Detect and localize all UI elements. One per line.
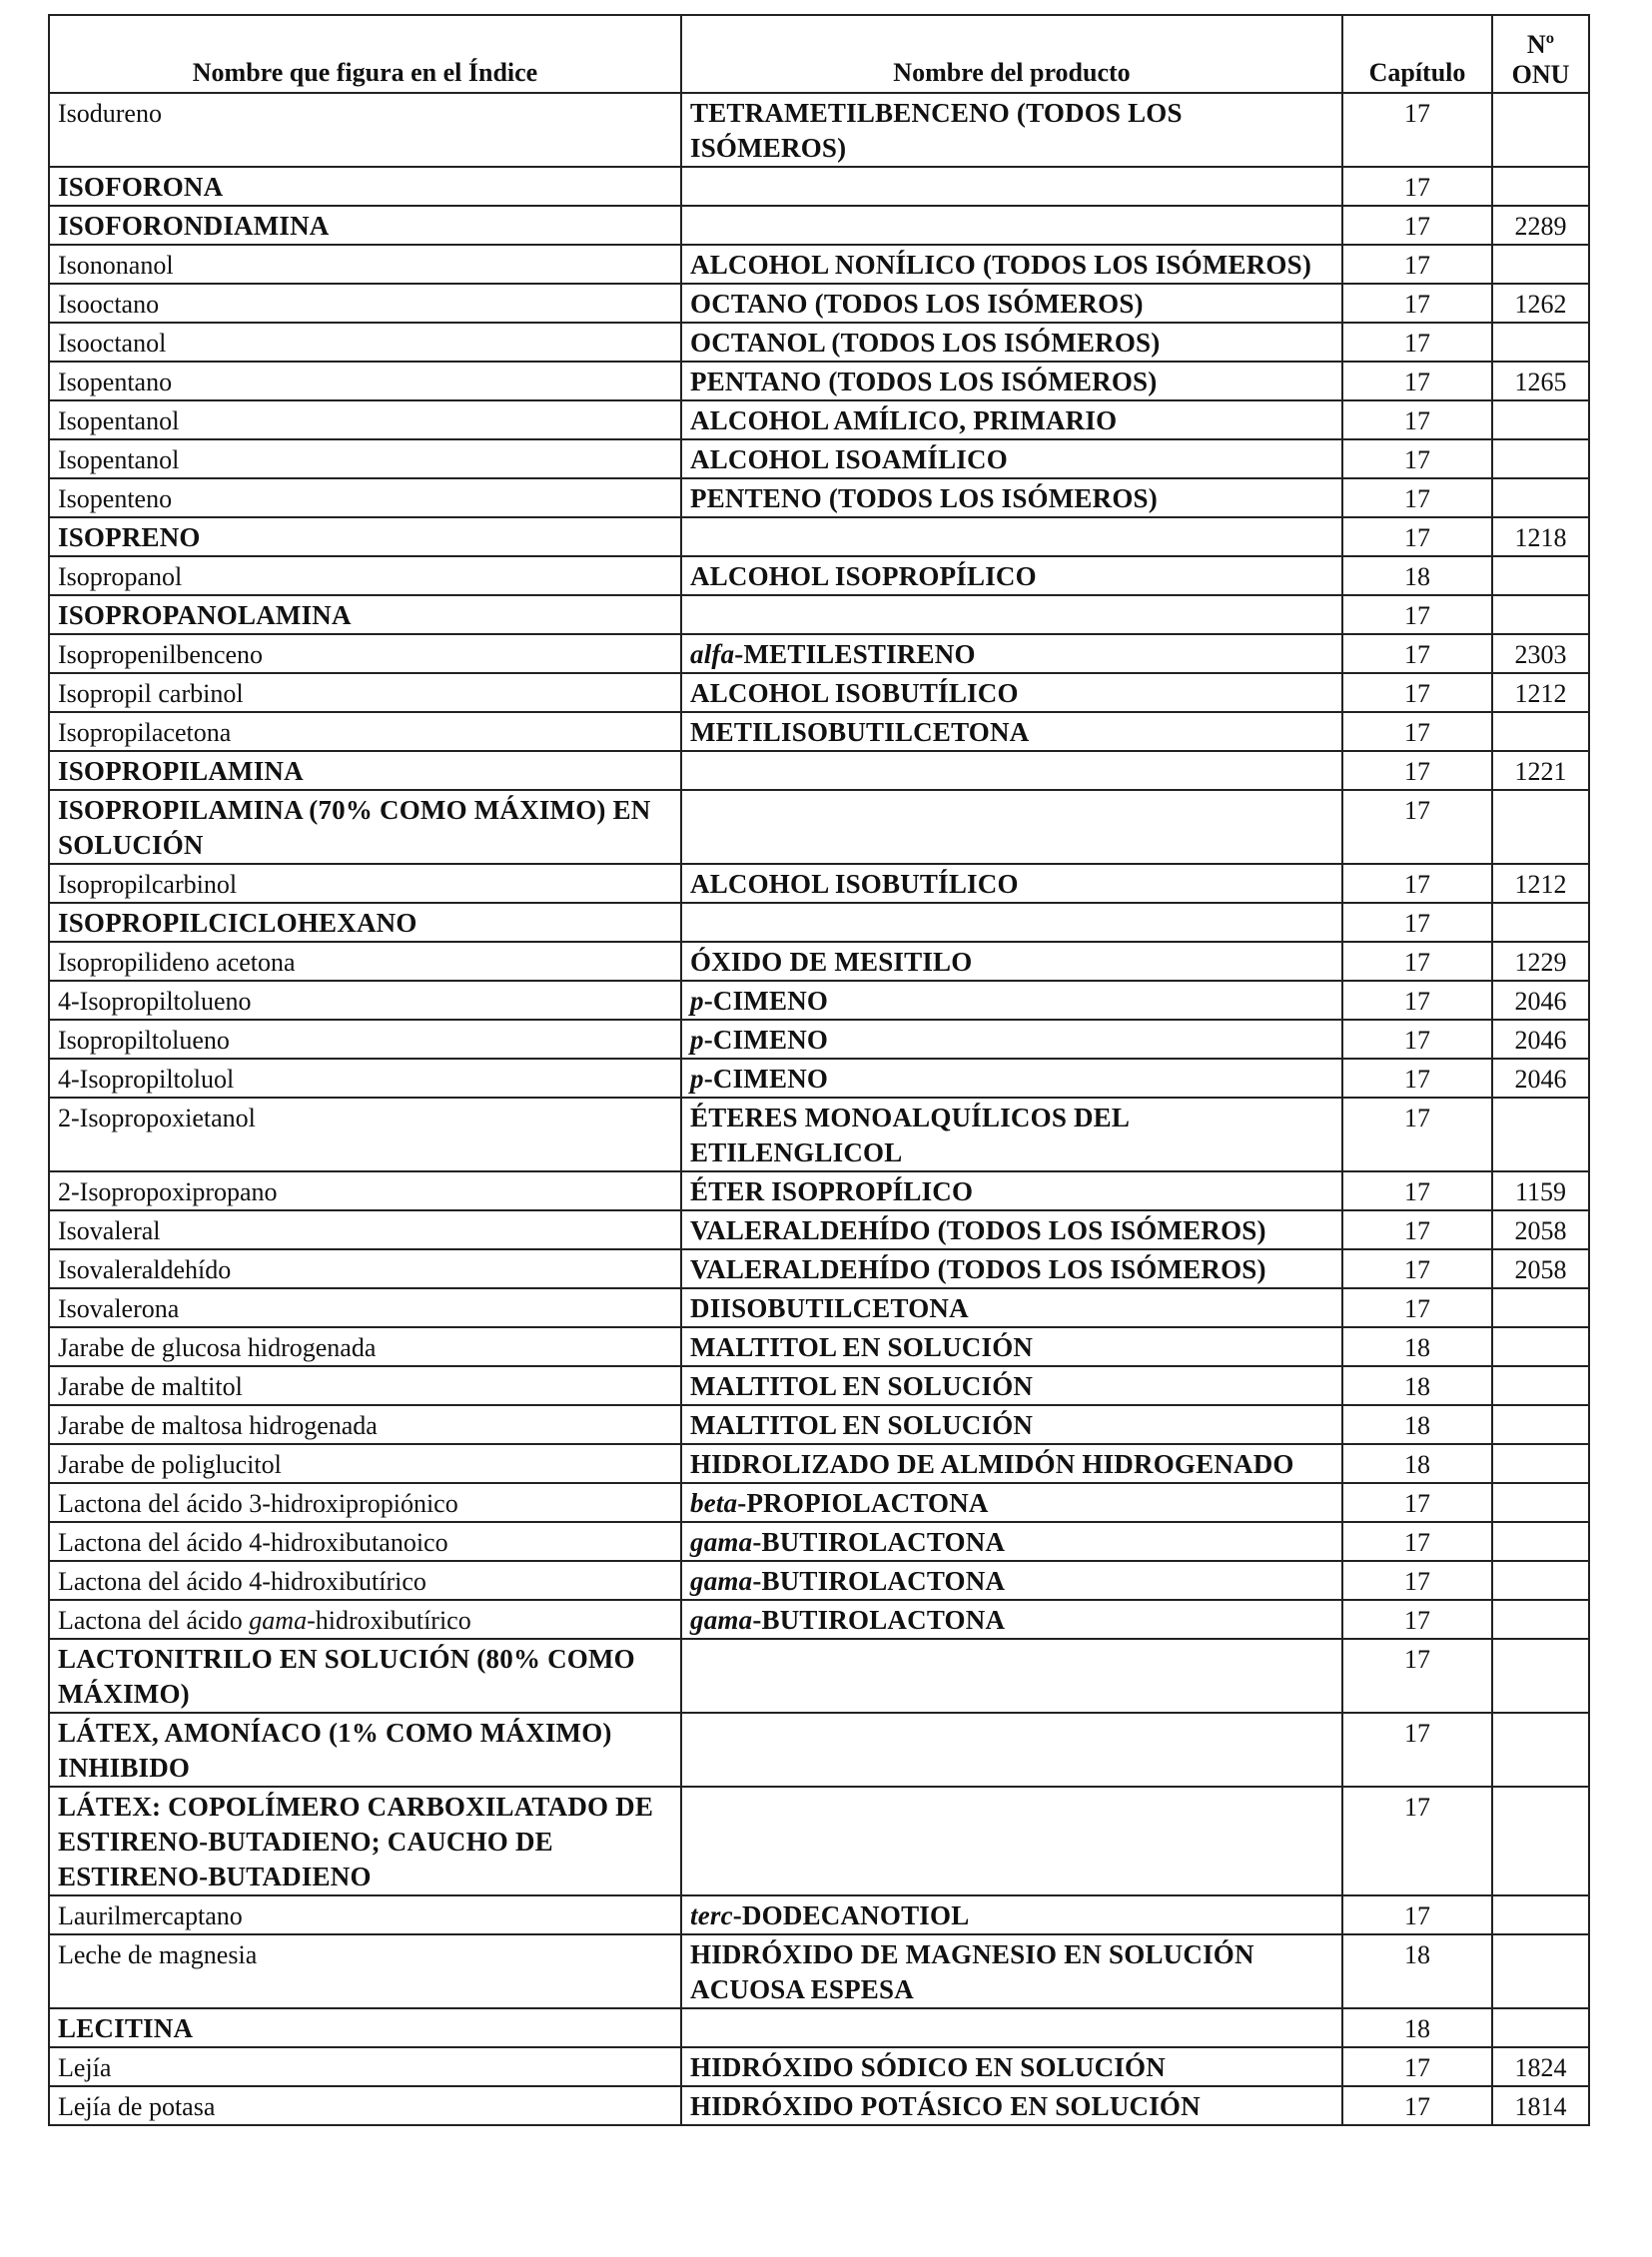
- table-row: [49, 1713, 1589, 1787]
- index-name-cell: 4-Isopropiltolueno: [49, 981, 681, 1020]
- chapter-cell: 17: [1342, 634, 1492, 673]
- product-name-text: ALCOHOL ISOPROPÍLICO: [690, 561, 1037, 591]
- un-number-cell: [1492, 1522, 1589, 1561]
- table-row: [49, 2008, 1589, 2047]
- table-row: [49, 206, 1589, 245]
- table-row: [49, 556, 1589, 595]
- un-number-cell: [1492, 595, 1589, 634]
- product-name-cell: [681, 1249, 1342, 1288]
- product-name-cell: [681, 323, 1342, 362]
- chapter-cell: 17: [1342, 1600, 1492, 1639]
- header-un-number: [1492, 15, 1589, 93]
- product-name-cell: [681, 1405, 1342, 1444]
- table-row: [49, 284, 1589, 323]
- product-name-text: ÓXIDO DE MESITILO: [690, 947, 973, 977]
- product-name-text: MALTITOL EN SOLUCIÓN: [690, 1332, 1034, 1362]
- chapter-cell: 17: [1342, 1787, 1492, 1895]
- product-name-text: ALCOHOL AMÍLICO, PRIMARIO: [690, 405, 1118, 435]
- index-name-cell: Lejía: [49, 2047, 681, 2086]
- index-name-cell: Isononanol: [49, 245, 681, 284]
- product-name-text: -DODECANOTIOL: [732, 1900, 970, 1930]
- index-document: [48, 14, 1588, 2126]
- table-row: [49, 245, 1589, 284]
- un-number-cell: 1262: [1492, 284, 1589, 323]
- product-prefix-italic: p: [690, 1064, 704, 1094]
- product-name-text: -PROPIOLACTONA: [737, 1488, 989, 1518]
- chapter-cell: 17: [1342, 1713, 1492, 1787]
- product-name-text: -BUTIROLACTONA: [752, 1605, 1006, 1635]
- chapter-cell: 18: [1342, 1366, 1492, 1405]
- product-name-text: -CIMENO: [703, 1064, 829, 1094]
- chapter-cell: 17: [1342, 400, 1492, 439]
- un-number-cell: [1492, 1405, 1589, 1444]
- table-row: [49, 1600, 1589, 1639]
- table-row: [49, 2047, 1589, 2086]
- product-prefix-italic: gama: [690, 1527, 753, 1557]
- product-name-cell: [681, 556, 1342, 595]
- table-row: [49, 634, 1589, 673]
- index-name-cell: Isodureno: [49, 93, 681, 167]
- index-name-cell: LÁTEX: COPOLÍMERO CARBOXILATADO DE ESTIRENO-BUTADIENO; CAUCHO DE ESTIRENO-BUTADIENO: [49, 1787, 681, 1895]
- chapter-cell: 17: [1342, 167, 1492, 206]
- product-name-text: PENTENO (TODOS LOS ISÓMEROS): [690, 483, 1158, 513]
- header-un-line1: Nº: [1526, 30, 1555, 59]
- product-name-text: OCTANOL (TODOS LOS ISÓMEROS): [690, 328, 1161, 358]
- chapter-cell: 18: [1342, 1934, 1492, 2008]
- index-name-cell: Isopropanol: [49, 556, 681, 595]
- table-row: [49, 1444, 1589, 1483]
- chapter-cell: 17: [1342, 362, 1492, 400]
- table-row: [49, 439, 1589, 478]
- header-index-name: Nombre que figura en el Índice: [49, 15, 681, 93]
- chapter-cell: 18: [1342, 1405, 1492, 1444]
- index-name-cell: Isopropiltolueno: [49, 1020, 681, 1059]
- product-name-cell: [681, 2047, 1342, 2086]
- product-name-cell: [681, 400, 1342, 439]
- product-name-cell: [681, 1934, 1342, 2008]
- product-name-text: TETRAMETILBENCENO (TODOS LOS ISÓMEROS): [690, 98, 1183, 163]
- un-number-cell: [1492, 167, 1589, 206]
- chapter-cell: 18: [1342, 1327, 1492, 1366]
- index-name-cell: Isopentano: [49, 362, 681, 400]
- product-prefix-italic: p: [690, 986, 704, 1016]
- product-name-cell: [681, 245, 1342, 284]
- table-row: [49, 1895, 1589, 1934]
- product-name-cell: [681, 1288, 1342, 1327]
- index-name-cell: Isopentanol: [49, 400, 681, 439]
- product-name-cell: [681, 1098, 1342, 1171]
- product-prefix-italic: gama: [690, 1605, 753, 1635]
- un-number-cell: 1159: [1492, 1171, 1589, 1210]
- product-name-text: PENTANO (TODOS LOS ISÓMEROS): [690, 367, 1158, 396]
- chapter-cell: 18: [1342, 1444, 1492, 1483]
- table-row: [49, 1366, 1589, 1405]
- product-name-text: HIDRÓXIDO POTÁSICO EN SOLUCIÓN: [690, 2091, 1201, 2121]
- product-name-cell: [681, 1713, 1342, 1787]
- product-prefix-italic: alfa: [690, 639, 735, 669]
- index-name-cell: LÁTEX, AMONÍACO (1% COMO MÁXIMO) INHIBIDO: [49, 1713, 681, 1787]
- un-number-cell: [1492, 1787, 1589, 1895]
- product-name-cell: [681, 751, 1342, 790]
- un-number-cell: [1492, 1483, 1589, 1522]
- un-number-cell: 2046: [1492, 981, 1589, 1020]
- header-row: [49, 15, 1589, 93]
- product-name-cell: [681, 981, 1342, 1020]
- un-number-cell: [1492, 1600, 1589, 1639]
- table-row: [49, 1020, 1589, 1059]
- un-number-cell: 2046: [1492, 1020, 1589, 1059]
- product-name-cell: [681, 1059, 1342, 1098]
- product-name-cell: [681, 790, 1342, 864]
- product-name-cell: [681, 284, 1342, 323]
- table-row: [49, 1098, 1589, 1171]
- table-row: [49, 400, 1589, 439]
- un-number-cell: [1492, 712, 1589, 751]
- un-number-cell: 1265: [1492, 362, 1589, 400]
- table-row: [49, 903, 1589, 942]
- table-row: [49, 478, 1589, 517]
- product-name-cell: [681, 2008, 1342, 2047]
- un-number-cell: [1492, 1639, 1589, 1713]
- index-name-cell: Jarabe de glucosa hidrogenada: [49, 1327, 681, 1366]
- un-number-cell: [1492, 2008, 1589, 2047]
- index-name-cell: LACTONITRILO EN SOLUCIÓN (80% COMO MÁXIMO): [49, 1639, 681, 1713]
- table-row: [49, 595, 1589, 634]
- header-product-name: Nombre del producto: [681, 15, 1342, 93]
- chemical-index-table: [48, 14, 1590, 2126]
- un-number-cell: 2058: [1492, 1249, 1589, 1288]
- index-name-cell: Jarabe de maltitol: [49, 1366, 681, 1405]
- chapter-cell: 17: [1342, 942, 1492, 981]
- product-name-cell: [681, 1327, 1342, 1366]
- table-row: [49, 362, 1589, 400]
- product-name-cell: [681, 2086, 1342, 2125]
- un-number-cell: 2046: [1492, 1059, 1589, 1098]
- index-name-cell: Isovaleraldehído: [49, 1249, 681, 1288]
- index-name-cell: Isopentanol: [49, 439, 681, 478]
- product-name-text: ALCOHOL ISOAMÍLICO: [690, 444, 1008, 474]
- un-number-cell: [1492, 439, 1589, 478]
- table-body: [49, 93, 1589, 2125]
- index-name-cell: Lactona del ácido 3-hidroxipropiónico: [49, 1483, 681, 1522]
- product-name-text: ALCOHOL ISOBUTÍLICO: [690, 678, 1019, 708]
- chapter-cell: 17: [1342, 323, 1492, 362]
- product-name-cell: [681, 1444, 1342, 1483]
- chapter-cell: 17: [1342, 517, 1492, 556]
- product-name-cell: [681, 942, 1342, 981]
- header-un-line2: ONU: [1511, 60, 1570, 89]
- index-name-cell: Isopropilideno acetona: [49, 942, 681, 981]
- chapter-cell: 17: [1342, 1210, 1492, 1249]
- product-name-cell: [681, 1600, 1342, 1639]
- index-name-cell: LECITINA: [49, 2008, 681, 2047]
- index-name-cell: 4-Isopropiltoluol: [49, 1059, 681, 1098]
- un-number-cell: 1824: [1492, 2047, 1589, 2086]
- product-name-text: ALCOHOL NONÍLICO (TODOS LOS ISÓMEROS): [690, 250, 1312, 280]
- chapter-cell: 17: [1342, 1171, 1492, 1210]
- un-number-cell: 1212: [1492, 673, 1589, 712]
- table-row: [49, 1249, 1589, 1288]
- chapter-cell: 17: [1342, 712, 1492, 751]
- table-row: [49, 1171, 1589, 1210]
- chapter-cell: 17: [1342, 1561, 1492, 1600]
- chapter-cell: 17: [1342, 245, 1492, 284]
- chapter-cell: 17: [1342, 1288, 1492, 1327]
- un-number-cell: [1492, 1444, 1589, 1483]
- table-row: [49, 93, 1589, 167]
- chapter-cell: 17: [1342, 1895, 1492, 1934]
- table-row: [49, 981, 1589, 1020]
- product-name-text: MALTITOL EN SOLUCIÓN: [690, 1410, 1034, 1440]
- table-row: [49, 673, 1589, 712]
- chapter-cell: 17: [1342, 206, 1492, 245]
- index-name-cell: ISOPROPANOLAMINA: [49, 595, 681, 634]
- index-name-cell: Isopropilacetona: [49, 712, 681, 751]
- product-name-text: VALERALDEHÍDO (TODOS LOS ISÓMEROS): [690, 1215, 1266, 1245]
- product-name-cell: [681, 595, 1342, 634]
- un-number-cell: 2058: [1492, 1210, 1589, 1249]
- table-row: [49, 517, 1589, 556]
- un-number-cell: [1492, 1561, 1589, 1600]
- index-name-rest: -hidroxibutírico: [307, 1606, 471, 1635]
- product-name-cell: [681, 478, 1342, 517]
- index-name-cell: Isovaleral: [49, 1210, 681, 1249]
- chapter-cell: 17: [1342, 790, 1492, 864]
- un-number-cell: [1492, 400, 1589, 439]
- table-row: [49, 1787, 1589, 1895]
- header-chapter: Capítulo: [1342, 15, 1492, 93]
- chapter-cell: 17: [1342, 2086, 1492, 2125]
- product-prefix-italic: beta: [690, 1488, 738, 1518]
- index-name-cell: Isooctanol: [49, 323, 681, 362]
- table-row: [49, 864, 1589, 903]
- product-name-cell: [681, 1171, 1342, 1210]
- chapter-cell: 17: [1342, 284, 1492, 323]
- product-name-cell: [681, 93, 1342, 167]
- product-name-cell: [681, 206, 1342, 245]
- table-row: [49, 790, 1589, 864]
- table-row: [49, 1059, 1589, 1098]
- product-prefix-italic: gama: [690, 1566, 753, 1596]
- chapter-cell: 17: [1342, 1483, 1492, 1522]
- index-name-cell: ISOFORONA: [49, 167, 681, 206]
- chapter-cell: 18: [1342, 556, 1492, 595]
- chapter-cell: 17: [1342, 673, 1492, 712]
- product-name-cell: [681, 1483, 1342, 1522]
- product-name-cell: [681, 1561, 1342, 1600]
- un-number-cell: [1492, 93, 1589, 167]
- un-number-cell: [1492, 1895, 1589, 1934]
- un-number-cell: 1212: [1492, 864, 1589, 903]
- chapter-cell: 17: [1342, 981, 1492, 1020]
- chapter-cell: 17: [1342, 478, 1492, 517]
- index-name-cell: ISOPROPILAMINA: [49, 751, 681, 790]
- index-name-cell: 2-Isopropoxietanol: [49, 1098, 681, 1171]
- un-number-cell: 1221: [1492, 751, 1589, 790]
- index-name-cell: ISOPRENO: [49, 517, 681, 556]
- product-name-text: -BUTIROLACTONA: [752, 1527, 1006, 1557]
- un-number-cell: [1492, 1288, 1589, 1327]
- index-name-cell: ISOFORONDIAMINA: [49, 206, 681, 245]
- chapter-cell: 17: [1342, 1098, 1492, 1171]
- un-number-cell: 1218: [1492, 517, 1589, 556]
- table-row: [49, 1405, 1589, 1444]
- index-name-cell: Lactona del ácido 4-hidroxibutanoico: [49, 1522, 681, 1561]
- table-row: [49, 1483, 1589, 1522]
- table-row: [49, 712, 1589, 751]
- chapter-cell: 17: [1342, 903, 1492, 942]
- product-name-text: MALTITOL EN SOLUCIÓN: [690, 1371, 1034, 1401]
- product-name-text: DIISOBUTILCETONA: [690, 1293, 969, 1323]
- un-number-cell: [1492, 478, 1589, 517]
- product-prefix-italic: terc: [690, 1900, 733, 1930]
- chapter-cell: 17: [1342, 751, 1492, 790]
- index-name-cell: 2-Isopropoxipropano: [49, 1171, 681, 1210]
- product-name-cell: [681, 634, 1342, 673]
- un-number-cell: 1814: [1492, 2086, 1589, 2125]
- chapter-cell: 17: [1342, 595, 1492, 634]
- product-name-text: HIDRÓXIDO SÓDICO EN SOLUCIÓN: [690, 2052, 1166, 2082]
- index-name-cell: Isopropilcarbinol: [49, 864, 681, 903]
- product-name-text: HIDROLIZADO DE ALMIDÓN HIDROGENADO: [690, 1449, 1294, 1479]
- product-name-text: ALCOHOL ISOBUTÍLICO: [690, 869, 1019, 899]
- product-name-text: OCTANO (TODOS LOS ISÓMEROS): [690, 289, 1144, 319]
- un-number-cell: [1492, 1327, 1589, 1366]
- product-name-text: HIDRÓXIDO DE MAGNESIO EN SOLUCIÓN ACUOSA ESPESA: [690, 1939, 1254, 2004]
- un-number-cell: [1492, 1713, 1589, 1787]
- un-number-cell: [1492, 790, 1589, 864]
- product-name-cell: [681, 1366, 1342, 1405]
- index-name-cell: Lejía de potasa: [49, 2086, 681, 2125]
- table-row: [49, 1210, 1589, 1249]
- product-prefix-italic: p: [690, 1025, 704, 1055]
- un-number-cell: 2303: [1492, 634, 1589, 673]
- table-row: [49, 1934, 1589, 2008]
- chapter-cell: 17: [1342, 93, 1492, 167]
- table-row: [49, 1639, 1589, 1713]
- index-name-cell: Isovalerona: [49, 1288, 681, 1327]
- product-name-cell: [681, 517, 1342, 556]
- product-name-cell: [681, 1522, 1342, 1561]
- table-row: [49, 1522, 1589, 1561]
- un-number-cell: [1492, 556, 1589, 595]
- product-name-text: VALERALDEHÍDO (TODOS LOS ISÓMEROS): [690, 1254, 1266, 1284]
- un-number-cell: [1492, 323, 1589, 362]
- table-row: [49, 1561, 1589, 1600]
- chapter-cell: 17: [1342, 864, 1492, 903]
- index-name-cell: [49, 1600, 681, 1639]
- product-name-cell: [681, 1210, 1342, 1249]
- chapter-cell: 17: [1342, 1020, 1492, 1059]
- un-number-cell: [1492, 1098, 1589, 1171]
- index-name-cell: Laurilmercaptano: [49, 1895, 681, 1934]
- index-name-italic: gama: [249, 1606, 308, 1635]
- index-name-cell: Isopenteno: [49, 478, 681, 517]
- index-name-prefix: Lactona del ácido: [58, 1606, 250, 1635]
- chapter-cell: 18: [1342, 2008, 1492, 2047]
- product-name-cell: [681, 864, 1342, 903]
- un-number-cell: [1492, 1934, 1589, 2008]
- product-name-text: METILISOBUTILCETONA: [690, 717, 1030, 747]
- product-name-cell: [681, 673, 1342, 712]
- product-name-cell: [681, 712, 1342, 751]
- product-name-cell: [681, 1639, 1342, 1713]
- product-name-text: ÉTERES MONOALQUÍLICOS DEL ETILENGLICOL: [690, 1103, 1129, 1167]
- un-number-cell: [1492, 245, 1589, 284]
- product-name-text: -METILESTIRENO: [734, 639, 976, 669]
- chapter-cell: 17: [1342, 1059, 1492, 1098]
- table-row: [49, 2086, 1589, 2125]
- chapter-cell: 17: [1342, 1249, 1492, 1288]
- index-name-cell: ISOPROPILCICLOHEXANO: [49, 903, 681, 942]
- table-row: [49, 1288, 1589, 1327]
- table-row: [49, 1327, 1589, 1366]
- chapter-cell: 17: [1342, 439, 1492, 478]
- chapter-cell: 17: [1342, 1522, 1492, 1561]
- un-number-cell: [1492, 1366, 1589, 1405]
- chapter-cell: 17: [1342, 2047, 1492, 2086]
- table-row: [49, 323, 1589, 362]
- product-name-cell: [681, 1787, 1342, 1895]
- product-name-text: -BUTIROLACTONA: [752, 1566, 1006, 1596]
- table-row: [49, 751, 1589, 790]
- product-name-cell: [681, 903, 1342, 942]
- product-name-cell: [681, 167, 1342, 206]
- product-name-cell: [681, 1020, 1342, 1059]
- table-row: [49, 942, 1589, 981]
- product-name-cell: [681, 1895, 1342, 1934]
- un-number-cell: 1229: [1492, 942, 1589, 981]
- index-name-cell: Isopropil carbinol: [49, 673, 681, 712]
- product-name-cell: [681, 362, 1342, 400]
- product-name-text: ÉTER ISOPROPÍLICO: [690, 1176, 974, 1206]
- product-name-text: -CIMENO: [703, 1025, 829, 1055]
- index-name-cell: ISOPROPILAMINA (70% COMO MÁXIMO) EN SOLUCIÓN: [49, 790, 681, 864]
- chapter-cell: 17: [1342, 1639, 1492, 1713]
- index-name-cell: Jarabe de poliglucitol: [49, 1444, 681, 1483]
- index-name-cell: Isopropenilbenceno: [49, 634, 681, 673]
- index-name-cell: Jarabe de maltosa hidrogenada: [49, 1405, 681, 1444]
- index-name-cell: Lactona del ácido 4-hidroxibutírico: [49, 1561, 681, 1600]
- index-name-cell: Isooctano: [49, 284, 681, 323]
- un-number-cell: 2289: [1492, 206, 1589, 245]
- product-name-text: -CIMENO: [703, 986, 829, 1016]
- table-row: [49, 167, 1589, 206]
- un-number-cell: [1492, 903, 1589, 942]
- product-name-cell: [681, 439, 1342, 478]
- index-name-cell: Leche de magnesia: [49, 1934, 681, 2008]
